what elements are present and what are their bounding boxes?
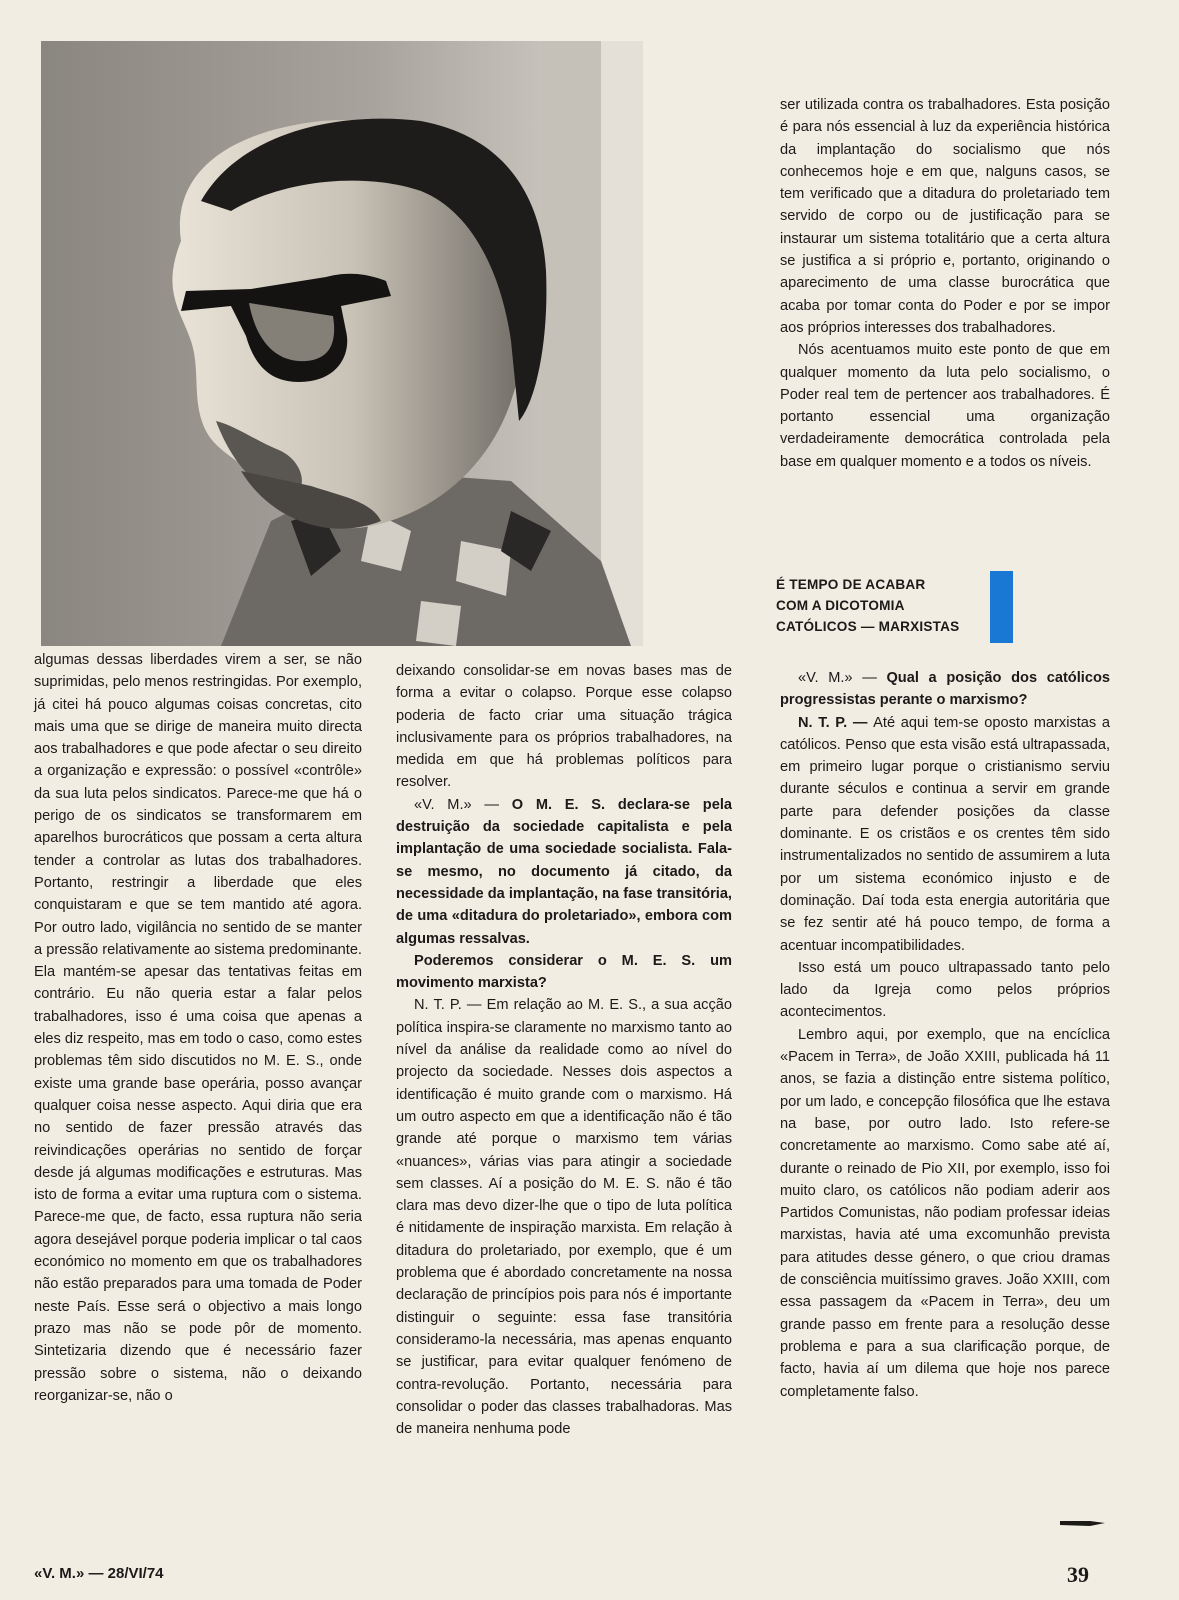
paragraph: Lembro aqui, por exemplo, que na encíclica «Pacem in Terra», de João XXIII, publicada há 11 anos, se fazia a distinção entre sistema político, por um lado, e concepção filosófica que lhe estava na base, por outro lado. Isto refere-se concretamente ao marxismo. Como sabe até aí, durante o reinado de Pio XII, por exemplo, isso foi muito claro, os católicos não podiam aderir aos Partidos Comunistas, não podiam professar ideias marxistas, havia até uma excomunhão prevista para atitudes desse género, o que criou dramas de consciência muitíssimo graves. João XXIII, com essa passagem da «Pacem in Terra», deu um grande passo em frente para a resolução desse problema e para a sua clarificação porque, de facto, havia aí um dilema que hoje nos parece completamente falso. xyxy=(780,1026,1110,1400)
paragraph: Nós acentuamos muito este ponto de que em qualquer momento da luta pelo socialismo, o Poder real tem de pertencer aos trabalhadores. É portanto essencial uma organização verdadeiramente democrática controlada pela base em qualquer momento e a todos os níveis. xyxy=(780,342,1110,470)
paragraph: algumas dessas liberdades virem a ser, se não suprimidas, pelo menos restringidas. Por exemplo, já citei há pouco algumas coisas concretas, cito mais uma que se dirige de maneira muito directa aos trabalhadores e que pode afectar o seu direito a organização e expressão: o possível «contrôle» da sua luta pelos sindicatos. Parece-me que há o perigo de os sindicatos se transformarem em aparelhos burocráticos que possam a certa altura tender a controlar as lutas dos trabalhadores. Portanto, restringir a liberdade que eles conquistaram e que se tem mantido até agora. Por outro lado, vigilância no sentido de se manter a pressão relativamente ao sistema predominante. Ela mantém-se apesar das tentativas feitas em contrário. Eu não queria estar a falar pelos trabalhadores, isso é uma coisa que apenas a eles diz respeito, mas em todo o caso, como estes problemas têm sido discutidos no M. E. S., onde existe uma grande base operária, posso avançar qualquer coisa nesse aspecto. Aqui diria que era no sentido de fazer pressão através das reivindicações operárias no sentido de forçar desde já algumas modificações e estruturas. Mas isto de forma a evitar uma ruptura com o sistema. Parece-me que, de facto, essa ruptura não seria agora desejável porque poderia implicar o tal caos económico no momento em que os trabalhadores não estão preparados para uma tomada de Poder neste País. Esse será o objectivo a mais longo prazo mas não se pode pôr de momento. Sintetizaria dizendo que é necessário fazer pressão sobre o sistema, não o deixando reorganizar-se, não o xyxy=(34,652,362,1404)
speaker-label: N. T. P. — xyxy=(414,997,487,1014)
article-column-4 xyxy=(780,667,1110,1403)
answer-paragraph xyxy=(396,994,732,1440)
portrait-illustration xyxy=(41,41,643,646)
answer-text: Até aqui tem-se oposto marxistas a católicos. Penso que esta visão está ultrapassada, em primeiro lugar porque o cristianismo serviu durante séculos e continua a servir em grande parte para defender posições da classe dominante. E os cristãos e os crentes têm sido instrumentalizados no sentido de assumirem a luta por um sistema económico injusto e de dominação. Daí toda esta energia autoritária que se fez sentir até há pouco tempo, de forma a acentuar incompatibilidades. xyxy=(780,714,1110,954)
heading-line: COM A DICOTOMIA xyxy=(776,598,905,613)
continue-arrow-icon xyxy=(1060,1517,1105,1529)
article-column-2 xyxy=(396,660,732,1440)
question-text: O M. E. S. declara-se pela destruição da sociedade capitalista e pela implantação de uma sociedade socialista. Fala-se mesmo, no documento já citado, da necessidade da implantação, na fase transitória, de uma «ditadura do proletariado», embora com algumas ressalvas. xyxy=(396,796,732,947)
question-text: Qual a posição dos católicos progressistas perante o marxismo? xyxy=(780,670,1110,709)
question-text: Poderemos considerar o M. E. S. um movimento marxista? xyxy=(396,952,732,992)
question-paragraph xyxy=(396,794,732,950)
speaker-label: «V. M.» — xyxy=(414,796,512,813)
article-column-1 xyxy=(34,649,362,1407)
portrait-photo xyxy=(41,41,643,646)
heading-line: CATÓLICOS — MARXISTAS xyxy=(776,619,960,634)
question-paragraph xyxy=(780,667,1110,712)
page-number: 39 xyxy=(1067,1562,1089,1587)
article-column-3 xyxy=(780,94,1110,473)
paragraph: deixando consolidar-se em novas bases mas de forma a evitar o colapso. Porque esse colapso poderia de facto criar uma situação trágica inclusivamente para os próprios trabalhadores, na medida em que há problemas políticos para resolver. xyxy=(396,663,732,791)
paragraph: ser utilizada contra os trabalhadores. Esta posição é para nós essencial à luz da experiência histórica da implantação do socialismo que nós conhecemos hoje e em que, nalguns casos, se tem verificado que a ditadura do proletariado tem servido de corpo ou de justificação para se instaurar um sistema totalitário que a certa altura se justifica a si próprio e, portanto, originando o aparecimento de uma classe burocrática que acaba por tomar conta do Poder e por se impor aos próprios interesses dos trabalhadores. xyxy=(780,97,1110,336)
speaker-label: «V. M.» — xyxy=(798,670,887,686)
accent-bar xyxy=(990,571,1013,643)
publication-footer: «V. M.» — 28/VI/74 xyxy=(34,1565,164,1582)
heading-line: É TEMPO DE ACABAR xyxy=(776,577,926,592)
section-heading xyxy=(776,574,976,637)
question-paragraph xyxy=(396,950,732,995)
answer-paragraph xyxy=(780,712,1110,957)
speaker-label: N. T. P. — xyxy=(798,714,874,731)
paragraph: Isso está um pouco ultrapassado tanto pelo lado da Igreja como pelos próprios acontecimentos. xyxy=(780,959,1110,1021)
answer-text: Em relação ao M. E. S., a sua acção política inspira-se claramente no marxismo tanto ao nível da análise da realidade como ao nível do projecto da sociedade. Nesses dois aspectos a identificação é muito grande com o marxismo. Há um outro aspecto em que a identificação não é tão grande até porque o marxismo tem várias «nuances», várias vias para atingir a sociedade sem classes. Aí a posição do M. E. S. não é tão clara mas devo dizer-lhe que o tipo de luta política é nitidamente de inspiração marxista. Em relação à ditadura do proletariado, por exemplo, que é um problema que é abordado concretamente na nossa declaração de princípios pois para nós é importante distinguir o seguinte: essa fase transitória consideramo-la necessária, mas apenas enquanto se justificar, para evitar qualquer fenómeno de contra-revolução. Portanto, necessária para consolidar o poder das classes trabalhadoras. Mas de maneira nenhuma pode xyxy=(396,997,733,1438)
